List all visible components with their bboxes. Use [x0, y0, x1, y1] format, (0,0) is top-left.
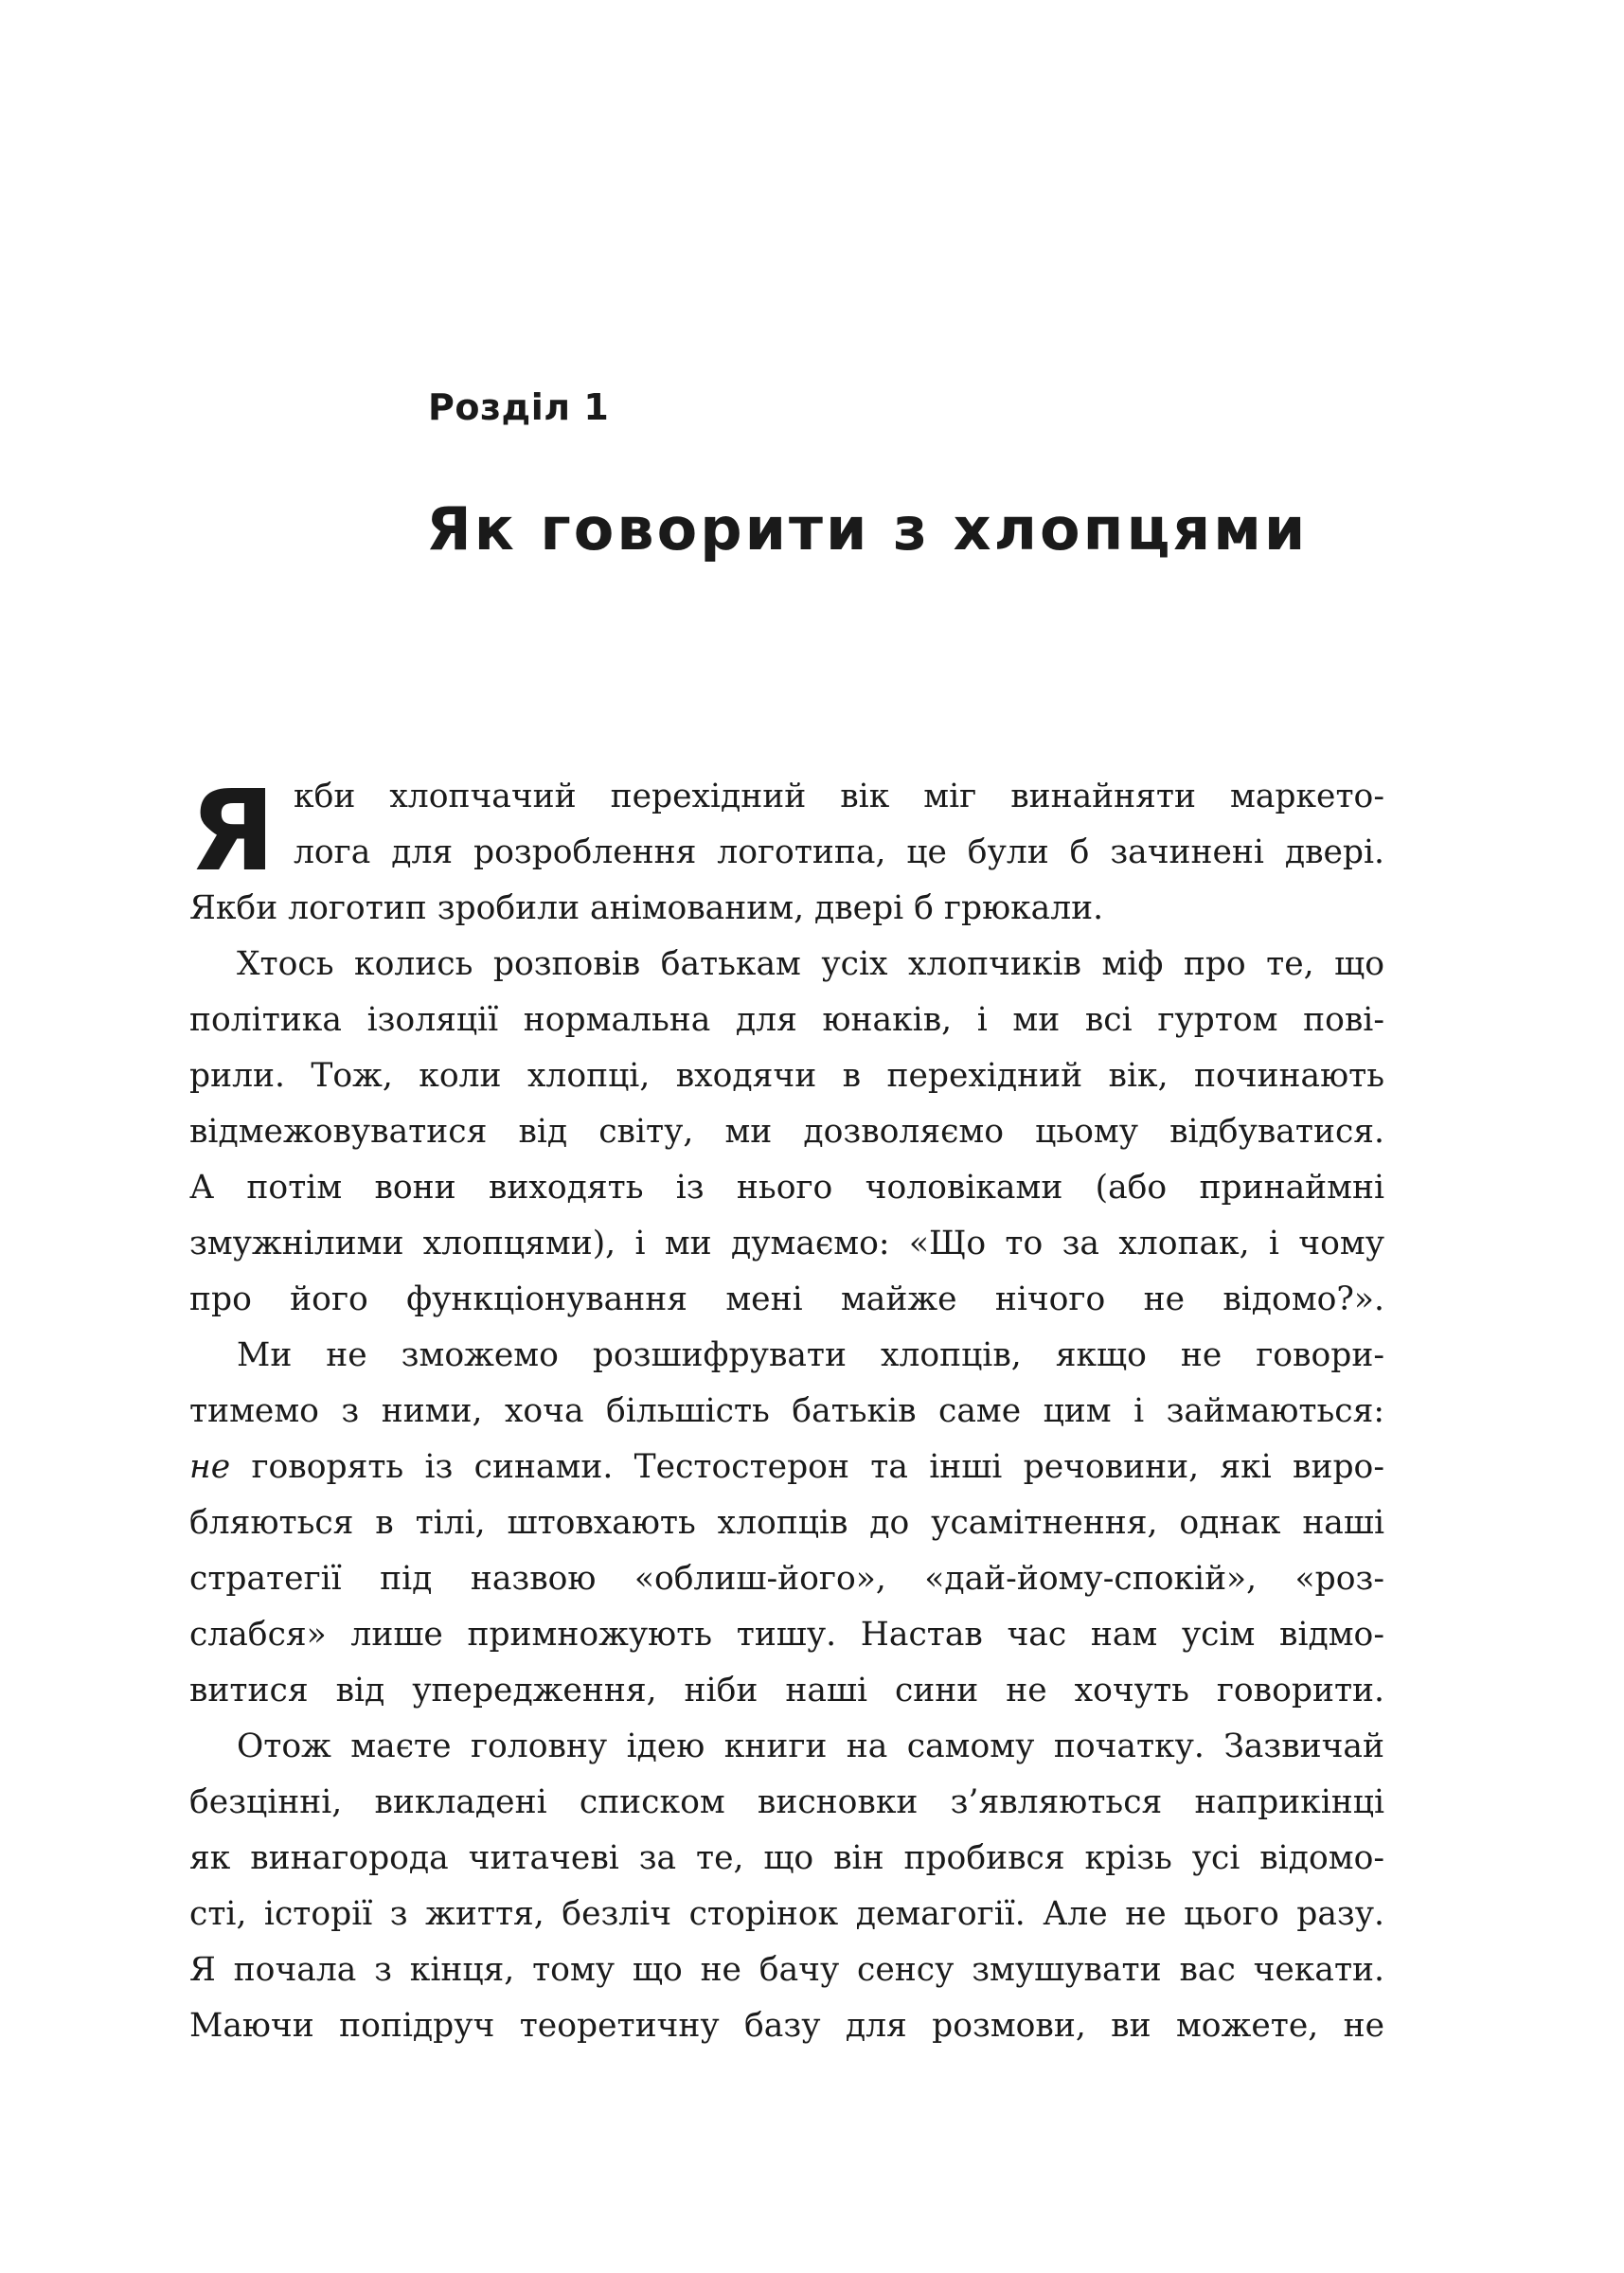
text-line — [189, 1440, 1384, 1495]
text-line: стратегії під назвою «облиш-його», «дай-йому-спокій», «роз- — [189, 1560, 1384, 1598]
text-line: витися від упередження, ніби наші сини не хочуть говорити. — [189, 1672, 1384, 1709]
text-line: кби хлопчачий перехідний вік міг винайняти маркето- — [294, 778, 1384, 815]
text-line: Маючи попідруч теоретичну базу для розмови, ви можете, не — [189, 2007, 1384, 2045]
text-line: бляються в тілі, штовхають хлопців до усамітнення, однак наші — [189, 1504, 1384, 1542]
body-text — [189, 765, 1384, 2054]
emphasis-text: не — [189, 1448, 231, 1486]
text-line: рили. Тож, коли хлопці, входячи в перехідний вік, починають — [189, 1057, 1384, 1095]
text-line: тимемо з ними, хоча більшість батьків саме цим і займаються: — [189, 1392, 1384, 1430]
text-line: сті, історії з життя, безліч сторінок демагогії. Але не цього разу. — [189, 1895, 1384, 1933]
text-line: лога для розроблення логотипа, це були б зачинені двері. — [294, 833, 1384, 871]
text-line: політика ізоляції нормальна для юнаків, і ми всі гуртом пові- — [189, 1001, 1384, 1039]
chapter-title: Як говорити з хлопцями — [426, 494, 1309, 564]
chapter-label: Розділ 1 — [428, 386, 610, 428]
text-fragment: говорять із синами. Тестостерон та інші речовини, які виро- — [230, 1448, 1384, 1486]
text-line: Отож маєте головну ідею книги на самому початку. Зазвичай — [237, 1727, 1384, 1765]
text-line: Я почала з кінця, тому що не бачу сенсу змушувати вас чекати. — [189, 1951, 1384, 1989]
text-line: безцінні, викладені списком висновки з’являються наприкінці — [189, 1783, 1384, 1821]
text-line: відмежовуватися від світу, ми дозволяємо цьому відбуватися. — [189, 1113, 1384, 1151]
text-line: як винагорода читачеві за те, що він пробився крізь усі відомо- — [189, 1839, 1384, 1877]
drop-cap: Я — [189, 765, 276, 896]
text-line: змужнілими хлопцями), і ми думаємо: «Що то за хлопак, і чому — [189, 1225, 1384, 1262]
text-line: Ми не зможемо розшифрувати хлопців, якщо не говори- — [237, 1336, 1384, 1374]
text-line: Хтось колись розповів батькам усіх хлопчиків міф про те, що — [237, 945, 1384, 983]
text-line: про його функціонування мені майже нічого не відомо?». — [189, 1280, 1384, 1318]
text-line: Якби логотип зробили анімованим, двері б грюкали. — [189, 889, 1104, 927]
text-line: слабся» лише примножують тишу. Настав час нам усім відмо- — [189, 1616, 1384, 1654]
text-line: А потім вони виходять із нього чоловіками (або принаймні — [189, 1169, 1384, 1207]
